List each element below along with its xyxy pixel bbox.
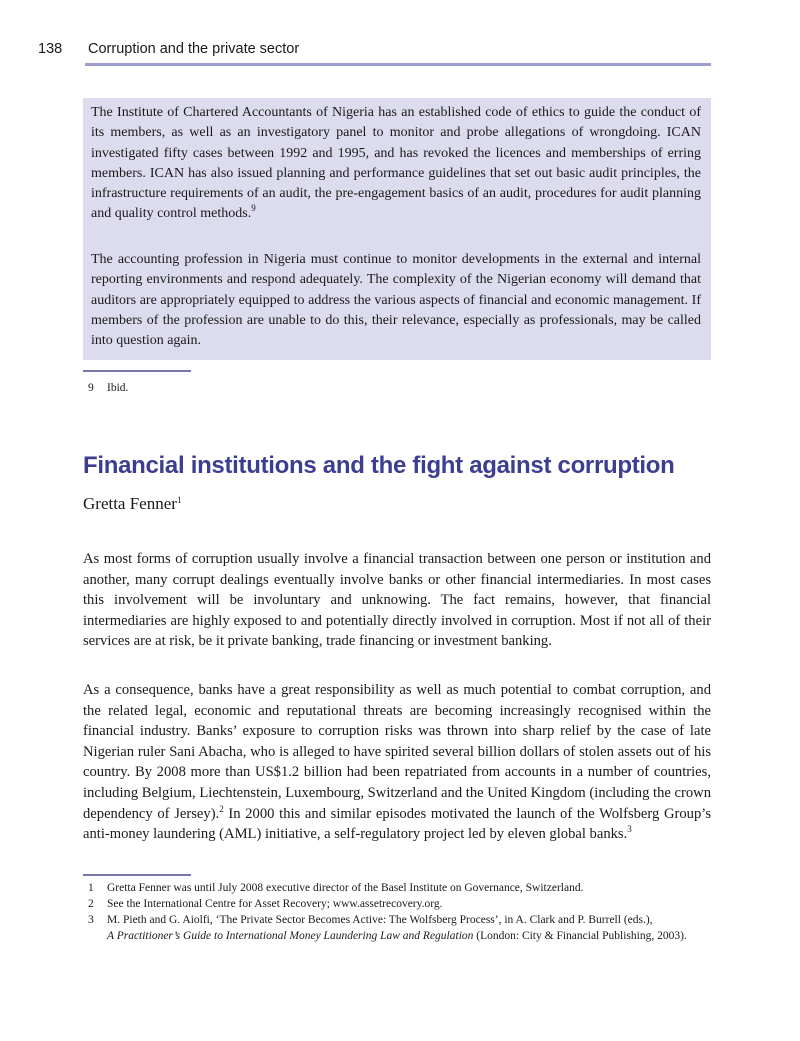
article-title: Financial institutions and the fight against corruption [83,452,675,479]
article-author: Gretta Fenner$^1$ [83,494,182,513]
footnote-ref: 3 [627,824,632,835]
running-title: Corruption and the private sector [88,41,300,57]
footnote-ref: 2 [219,803,224,814]
footnote-ref: 1 [176,495,182,505]
running-header [38,41,711,61]
footnote-number: 9 [88,382,94,394]
box-paragraph-1: The Institute of Chartered Accountants of Nigeria has an established code of ethics to guide the conduct of its members, as well as an investigatory panel to monitor and probe allegations of wrongdoing. ICAN investigated fifty cases between 1992 and 1995, and has revoked the licences and memberships of erring members. ICAN has also issued planning and performance guidelines that set out basic audit principles, the infrastructure requirements of an audit, the pre-engagement basics of an audit, procedures for audit planning and quality control methods.$^9$ [91,105,701,222]
body-paragraph-2: As a consequence, banks have a great responsibility as well as much potential to combat corruption, and the related legal, economic and reputational threats are becoming increasingly recognised within the financial industry. Banks’ exposure to corruption risks was thrown into sharp relief by the case of late Nigerian ruler Sani Abacha, who is alleged to have spirited several billion dollars of stolen assets out of his country. By 2008 more than US$1.2 billion had been repatriated from accounts in a number of countries, including Belgium, Liechtenstein, Luxembourg, Switzerland and the United Kingdom (including the crown dependency of Jersey).$^2$ In 2000 this and similar episodes motivated the launch of the Wolfsberg Group’s anti-money laundering (AML) initiative, a self-regulatory project led by eleven global banks.$^3$ [83,682,712,843]
page-number: 138 [38,41,63,57]
case-study-box [83,98,711,360]
footnote-rule [83,370,191,372]
footnote-ref: 9 [251,203,256,214]
box-paragraph-2: The accounting profession in Nigeria must continue to monitor developments in the external and internal reporting environments and respond adequately. The complexity of the Nigerian economy will demand that auditors are appropriately equipped to address the various aspects of financial and economic management. If members of the profession are unable to do this, their relevance, especially as professionals, may be called into question again. [91,252,701,349]
footnote-text: Ibid. [107,382,129,394]
footnote-rule [83,874,191,876]
header-rule [85,63,711,66]
citation-title: A Practitioner’s Guide to International Money Laundering Law and Regulation [107,930,474,942]
body-paragraph-1: As most forms of corruption usually involve a financial transaction between one person or institution and another, many corrupt dealings eventually involve banks or other financial intermediaries. In most cases this involvement will be involuntary and unknowing. The fact remains, however, that financial intermediaries are highly exposed to and potentially directly involved in corruption. Most if not all of their services are at risk, be it private banking, trade financing or investment banking. [83,551,711,650]
